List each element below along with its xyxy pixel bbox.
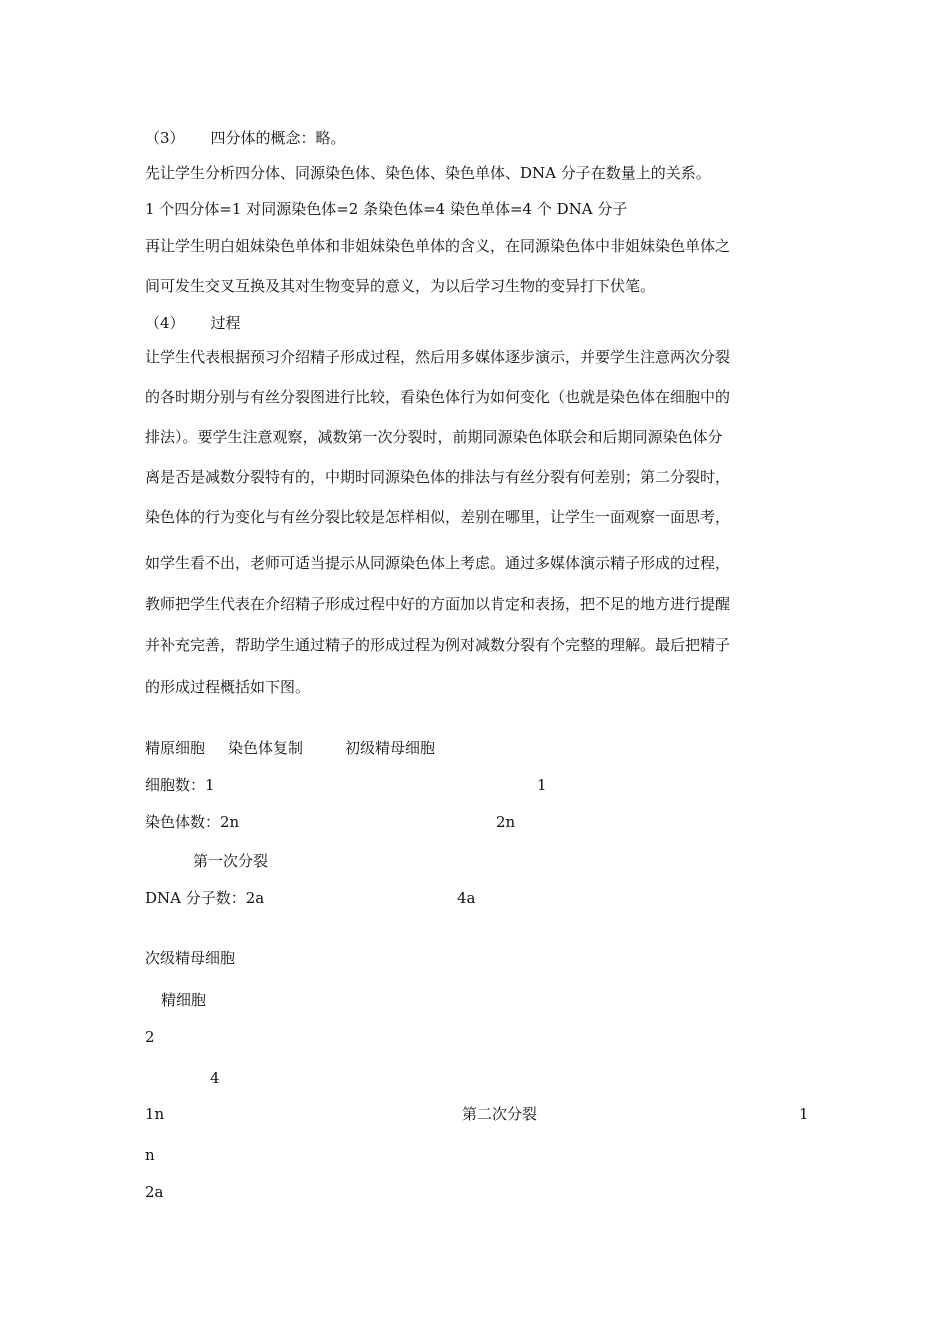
- label-spermatid: 精细胞: [161, 991, 207, 1009]
- section4-title: 过程: [210, 314, 241, 332]
- section3-heading: [145, 128, 346, 148]
- section3-paragraph-2: 1 个四分体=1 对同源染色体=2 条染色体=4 染色单体=4 个 DNA 分子: [145, 200, 628, 218]
- value-4: 4: [210, 1069, 220, 1087]
- section3-paragraph-3-line2: 间可发生交叉互换及其对生物变异的意义，为以后学习生物的变异打下伏笔。: [145, 277, 656, 295]
- section4-line: 并补充完善，帮助学生通过精子的形成过程为例对减数分裂有个完整的理解。最后把精子: [145, 636, 731, 654]
- value-cell-count-primary: 1: [537, 776, 547, 794]
- value-1: 1: [799, 1105, 809, 1123]
- section4-number: （4）: [145, 314, 185, 332]
- label-secondary-spermatocyte: 次级精母细胞: [145, 949, 236, 967]
- label-chromosome-replication: 染色体复制: [228, 739, 304, 757]
- label-cell-count: 细胞数：1: [145, 776, 215, 794]
- value-2a: 2a: [145, 1183, 164, 1201]
- value-n: n: [145, 1146, 155, 1164]
- section4-line: 离是否是减数分裂特有的，中期时同源染色体的排法与有丝分裂有何差别；第二分裂时，: [145, 468, 731, 486]
- section4-line: 染色体的行为变化与有丝分裂比较是怎样相似，差别在哪里，让学生一面观察一面思考，: [145, 508, 731, 526]
- label-second-division: 第二次分裂: [462, 1105, 538, 1123]
- value-2: 2: [145, 1028, 155, 1046]
- section4-heading: [145, 313, 241, 333]
- label-spermatogonium: 精原细胞: [145, 739, 206, 757]
- label-dna-count: DNA 分子数：2a: [145, 889, 265, 907]
- section4-line: 教师把学生代表在介绍精子形成过程中好的方面加以肯定和表扬，把不足的地方进行提醒: [145, 595, 731, 613]
- section4-line: 如学生看不出，老师可适当提示从同源染色体上考虑。通过多媒体演示精子形成的过程，: [145, 554, 731, 572]
- value-dna-count-primary: 4a: [457, 889, 476, 907]
- label-chromosome-count: 染色体数：2n: [145, 813, 240, 831]
- value-1n: 1n: [145, 1105, 165, 1123]
- section4-line: 的各时期分别与有丝分裂图进行比较，看染色体行为如何变化（也就是染色体在细胞中的: [145, 388, 731, 406]
- section3-number: （3）: [145, 129, 185, 147]
- label-primary-spermatocyte: 初级精母细胞: [345, 739, 436, 757]
- section3-title: 四分体的概念：略。: [210, 129, 346, 147]
- section3-paragraph-3-line1: 再让学生明白姐妹染色单体和非姐妹染色单体的含义，在同源染色体中非姐妹染色单体之: [145, 237, 731, 255]
- value-chromosome-count-primary: 2n: [496, 813, 516, 831]
- section4-line: 的形成过程概括如下图。: [145, 678, 311, 696]
- section3-paragraph-1: 先让学生分析四分体、同源染色体、染色体、染色单体、DNA 分子在数量上的关系。: [145, 164, 711, 182]
- section4-line: 排法）。要学生注意观察，减数第一次分裂时，前期同源染色体联会和后期同源染色体分: [145, 428, 723, 446]
- label-first-division: 第一次分裂: [193, 852, 269, 870]
- section4-line: 让学生代表根据预习介绍精子形成过程，然后用多媒体逐步演示，并要学生注意两次分裂: [145, 348, 731, 366]
